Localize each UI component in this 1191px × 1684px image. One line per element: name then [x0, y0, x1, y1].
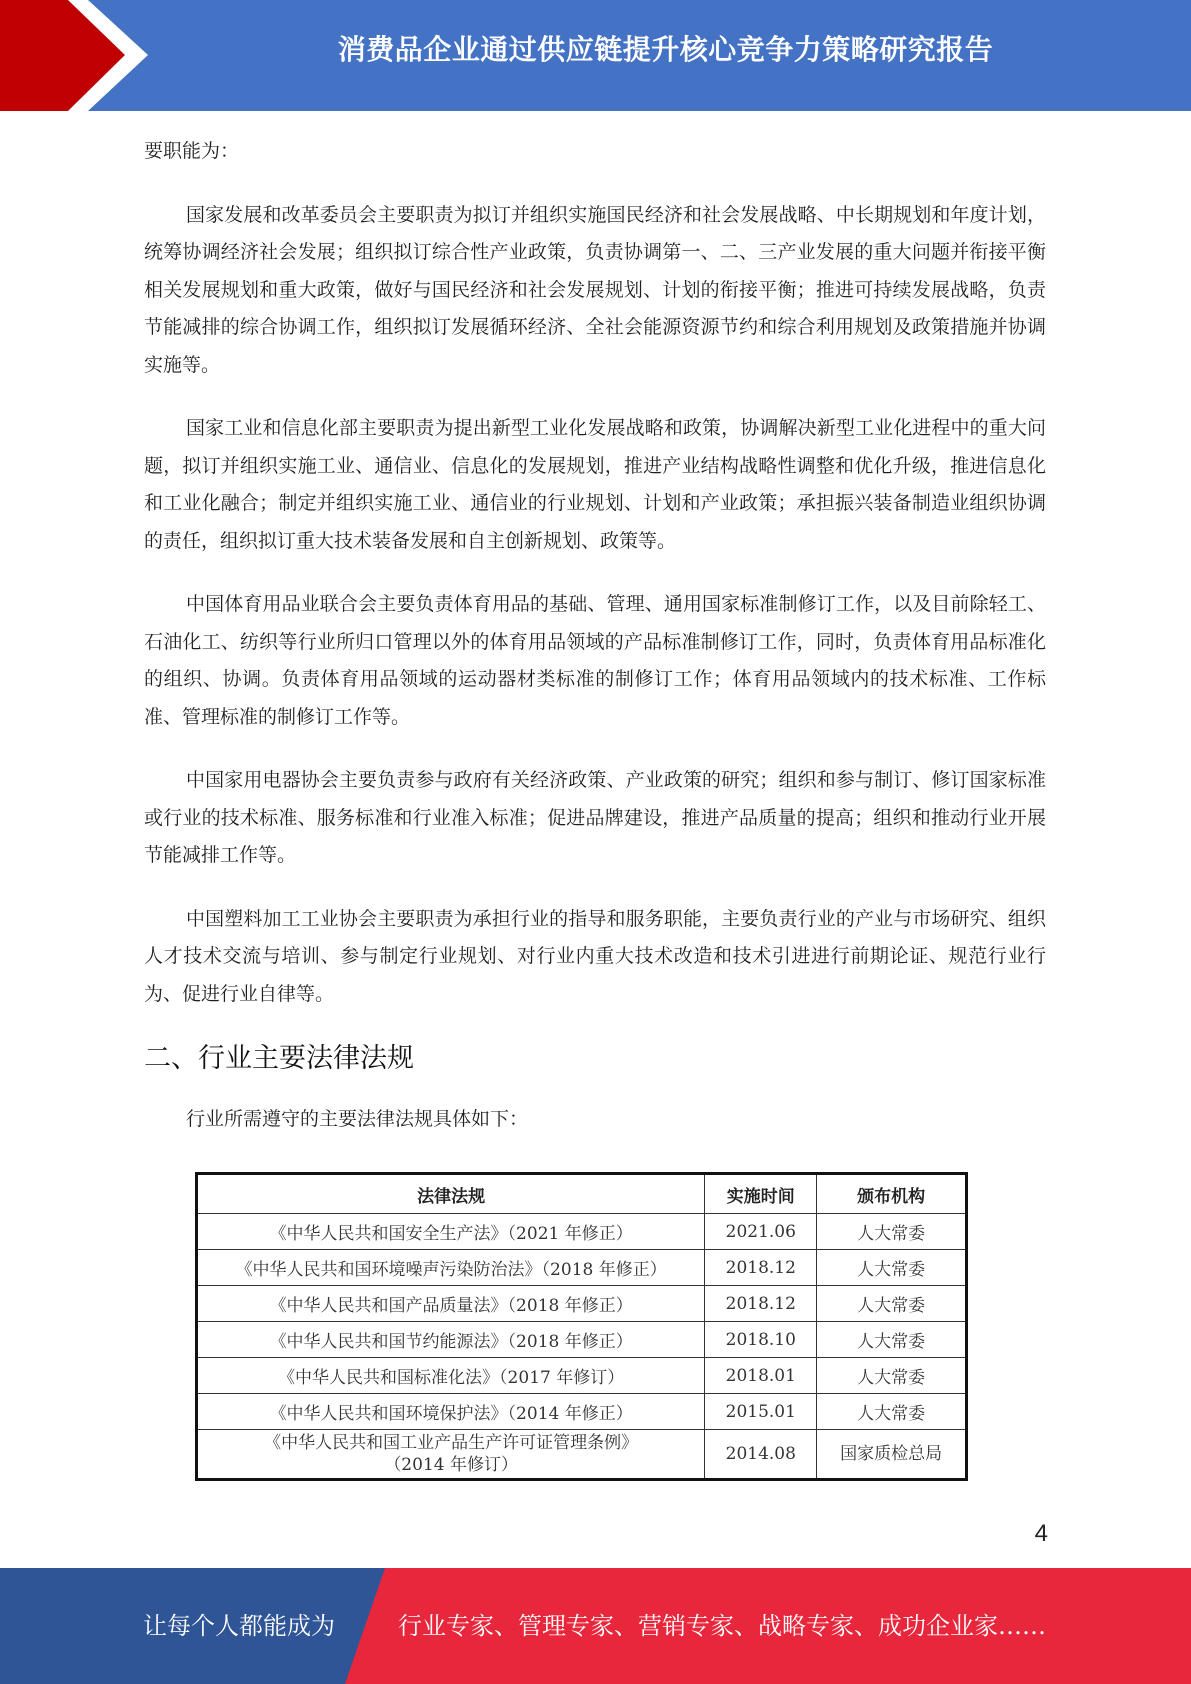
org-cell: 人大常委 — [817, 1394, 967, 1430]
paragraph-sports-federation: 中国体育用品业联合会主要负责体育用品的基础、管理、通用国家标准制修订工作，以及目前除轻工、石油化工、纺织等行业所归口管理以外的体育用品领域的产品标准制修订工作，同时，负责体育用品标准化的组织、协调。负责体育用品领域的运动器材类标准的制修订工作；体育用品领域内的技术标准、工作标准、管理标准的制修订工作等。 — [144, 593, 1046, 728]
law-cell: 《中华人民共和国环境保护法》（2014 年修正） — [197, 1394, 705, 1430]
org-cell: 人大常委 — [817, 1250, 967, 1286]
paragraph-plastics-association: 中国塑料加工工业协会主要职责为承担行业的指导和服务职能，主要负责行业的产业与市场研究、组织人才技术交流与培训、参与制定行业规划、对行业内重大技术改造和技术引进进行前期论证、规范行业行为、促进行业自律等。 — [144, 907, 1046, 1005]
date-cell: 2021.06 — [705, 1214, 817, 1250]
page-header — [0, 0, 1191, 111]
header-org: 颁布机构 — [817, 1174, 967, 1214]
org-cell: 人大常委 — [817, 1214, 967, 1250]
date-cell: 2014.08 — [705, 1430, 817, 1480]
table-intro: 行业所需遵守的主要法律法规具体如下： — [186, 1108, 529, 1130]
law-cell: 《中华人民共和国环境噪声污染防治法》（2018 年修正） — [197, 1250, 705, 1286]
laws-table — [195, 1172, 968, 1481]
header-date: 实施时间 — [705, 1174, 817, 1214]
main-content — [144, 133, 1046, 1165]
report-title: 消费品企业通过供应链提升核心竞争力策略研究报告 — [337, 33, 994, 66]
law-cell-line: （2014 年修订） — [384, 1455, 518, 1475]
law-cell — [197, 1430, 705, 1480]
table-row — [197, 1430, 967, 1480]
header-law: 法律法规 — [197, 1174, 705, 1214]
table-row — [197, 1250, 967, 1286]
table-header-row — [197, 1174, 967, 1214]
section-title: 二、行业主要法律法规 — [144, 1043, 414, 1074]
page-footer — [0, 1568, 1191, 1684]
law-cell: 《中华人民共和国节约能源法》（2018 年修正） — [197, 1322, 705, 1358]
org-cell: 人大常委 — [817, 1322, 967, 1358]
law-cell: 《中华人民共和国安全生产法》（2021 年修正） — [197, 1214, 705, 1250]
table-row — [197, 1322, 967, 1358]
date-cell: 2015.01 — [705, 1394, 817, 1430]
paragraph-appliance-association: 中国家用电器协会主要负责参与政府有关经济政策、产业政策的研究；组织和参与制订、修订国家标准或行业的技术标准、服务标准和行业准入标准；促进品牌建设，推进产品质量的提高；组织和推动行业开展节能减排工作等。 — [144, 769, 1046, 866]
table-row — [197, 1286, 967, 1322]
date-cell: 2018.12 — [705, 1250, 817, 1286]
date-cell: 2018.01 — [705, 1358, 817, 1394]
lead-text: 要职能为： — [144, 140, 240, 162]
date-cell: 2018.10 — [705, 1322, 817, 1358]
table-row — [197, 1358, 967, 1394]
law-cell-line: 《中华人民共和国工业产品生产许可证管理条例》 — [264, 1433, 639, 1453]
table-row — [197, 1214, 967, 1250]
org-cell: 国家质检总局 — [817, 1430, 967, 1480]
table-row — [197, 1394, 967, 1430]
footer-slogan-left: 让每个人都能成为 — [143, 1612, 335, 1640]
law-cell: 《中华人民共和国产品质量法》（2018 年修正） — [197, 1286, 705, 1322]
paragraph-ndrc: 国家发展和改革委员会主要职责为拟订并组织实施国民经济和社会发展战略、中长期规划和年度计划，统筹协调经济社会发展；组织拟订综合性产业政策，负责协调第一、二、三产业发展的重大问题并衔接平衡相关发展规划和重大政策，做好与国民经济和社会发展规划、计划的衔接平衡；推进可持续发展战略，负责节能减排的综合协调工作，组织拟订发展循环经济、全社会能源资源节约和综合利用规划及政策措施并协调实施等。 — [144, 203, 1046, 376]
page-number: 4 — [1034, 1520, 1048, 1547]
date-cell: 2018.12 — [705, 1286, 817, 1322]
org-cell: 人大常委 — [817, 1358, 967, 1394]
paragraph-miit: 国家工业和信息化部主要职责为提出新型工业化发展战略和政策，协调解决新型工业化进程中的重大问题，拟订并组织实施工业、通信业、信息化的发展规划，推进产业结构战略性调整和优化升级，推进信息化和工业化融合；制定并组织实施工业、通信业的行业规划、计划和产业政策；承担振兴装备制造业组织协调的责任，组织拟订重大技术装备发展和自主创新规划、政策等。 — [144, 417, 1046, 552]
footer-slogan-right: 行业专家、管理专家、营销专家、战略专家、成功企业家…… — [398, 1612, 1046, 1640]
law-cell: 《中华人民共和国标准化法》（2017 年修订） — [197, 1358, 705, 1394]
org-cell: 人大常委 — [817, 1286, 967, 1322]
